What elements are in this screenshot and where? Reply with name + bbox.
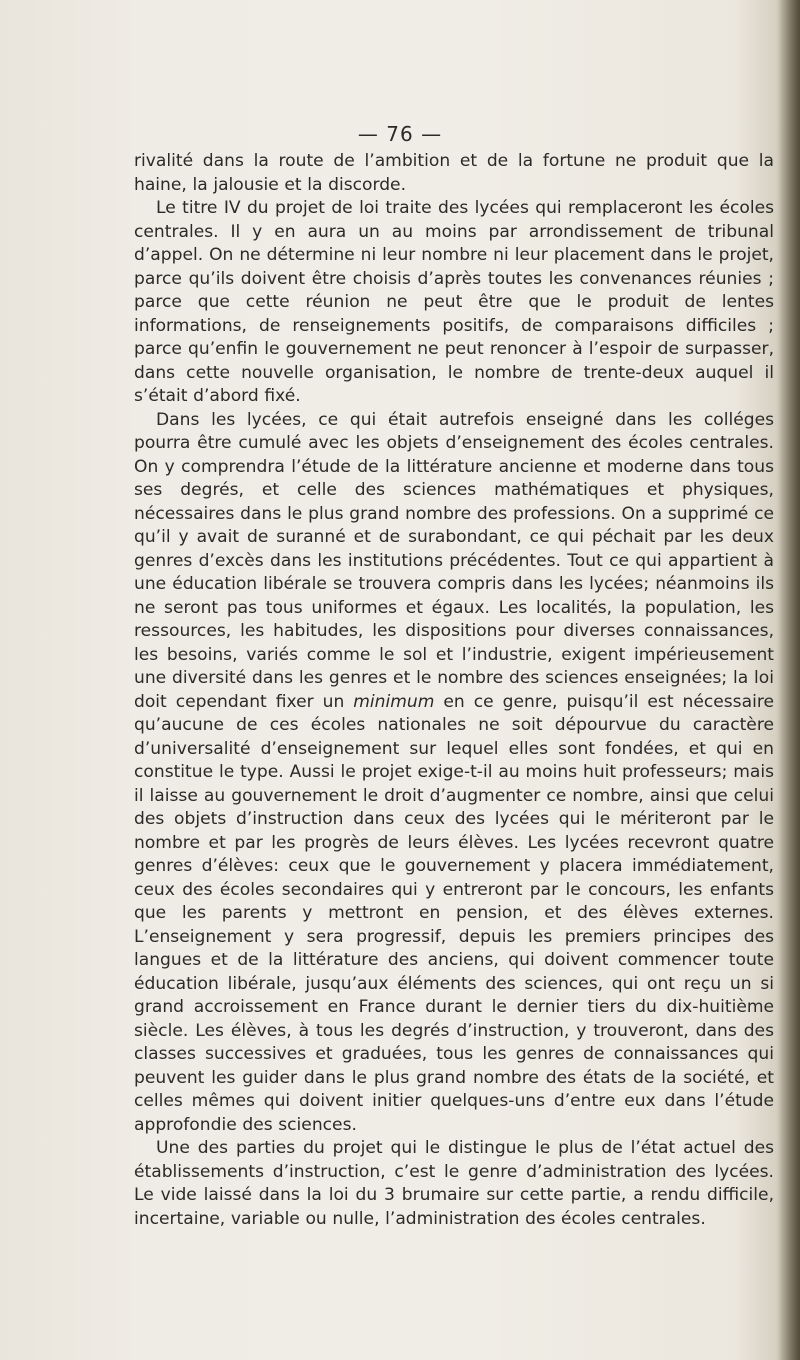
paragraph-title-iv: Le titre IV du projet de loi traite des lycées qui remplaceront les écoles centrales. Il y en aura un au moins par arrondissement de tribunal d’appel. On ne détermine ni leur nombre ni leur placement dans le projet, parce qu’ils doivent être choisis d’après toutes les convenances réunies ; parce que cette réunion ne peut être que le produit de lentes informations, de renseignements positifs, de comparaisons difficiles ; parce qu’enfin le gouvernement ne peut renoncer à l’espoir de surpasser, dans cette nouvelle organisation, le nombre de trente-deux auquel il s’était d’abord fixé. [134, 198, 774, 406]
page-number: — 76 — [357, 122, 443, 146]
paragraph-text-after-emphasis: en ce genre, puisqu’il est nécessaire qu’aucune de ces écoles nationales ne soit dépourvue du caractère d’universalité d’enseignement sur lequel elles sont fondées, et qui en constitue le type. Aussi le projet exige-t-il au moins huit professeurs; mais il laisse au gouvernement le droit d’augmenter ce nombre, ainsi que celui des objets d’instruction dans ceux des lycées qui le mériteront par le nombre et par les progrès de leurs élèves. Les lycées recevront quatre genres d’élèves: ceux que le gouvernement y placera immédiatement, ceux des écoles secondaires qui y entreront par le concours, les enfants que les parents y mettront en pension, et des élèves externes. L’enseignement y sera progressif, depuis les premiers principes des langues et de la littérature des anciens, qui doivent commencer toute éducation libérale, jusqu’aux éléments des sciences, qui ont reçu un si grand accroissement en France durant le dernier tiers du dix-huitième siècle. Les élèves, à tous les degrés d’instruction, y trouveront, dans des classes successives et graduées, tous les genres de connaissances qui peuvent les guider dans le plus grand nombre des états de la société, et celles mêmes qui doivent initier quelques-uns d’entre eux dans l’étude approfondie des sciences. [134, 691, 774, 1135]
page-edge-shadow [778, 0, 800, 1360]
emphasis-minimum: minimum [353, 691, 435, 712]
paragraph-lycees-enseignement [134, 409, 774, 1138]
page-body [134, 150, 774, 1231]
paragraph-text-before-emphasis: Dans les lycées, ce qui était autrefois enseigné dans les colléges pourra être cumulé avec les objets d’enseignement des écoles centrales. On y comprendra l’étude de la littérature ancienne et moderne dans tous ses degrés, et celle des sciences mathématiques et physiques, nécessaires dans le plus grand nombre des professions. On a supprimé ce qu’il y avait de suranné et de surabondant, ce qui péchait par les deux genres d’excès dans les institutions précédentes. Tout ce qui appartient à une éducation libérale se trouvera compris dans les lycées; néanmoins ils ne seront pas tous uniformes et égaux. Les localités, la population, les ressources, les habitudes, les dispositions pour diverses connaissances, les besoins, variés comme le sol et l’industrie, exigent impérieusement une diversité dans les genres et le nombre des sciences enseignées; la loi doit cependant fixer un [134, 409, 774, 712]
paragraph-administration: Une des parties du projet qui le distingue le plus de l’état actuel des établissements d’instruction, c’est le genre d’administration des lycées. Le vide laissé dans la loi du 3 brumaire sur cette partie, a rendu difficile, incertaine, variable ou nulle, l’administration des écoles centrales. [134, 1138, 774, 1229]
paragraph-continuation: rivalité dans la route de l’ambition et de la fortune ne produit que la haine, la jalousie et la discorde. [134, 151, 774, 195]
